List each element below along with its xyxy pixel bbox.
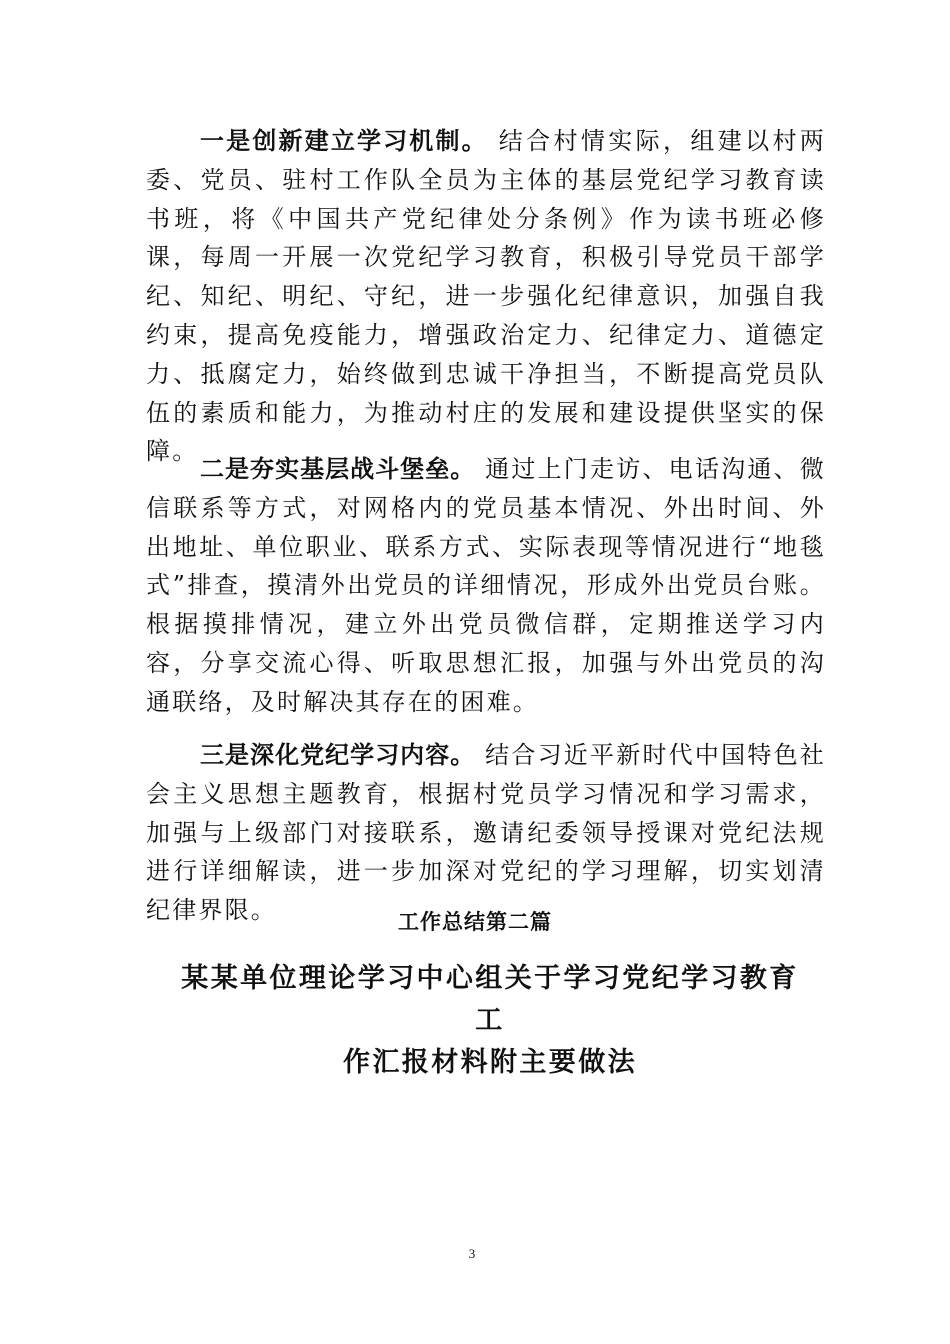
paragraph-1-body: 结合村情实际，组建以村两委、党员、驻村工作队全员为主体的基层党纪学习教育读书班，将《中国共产党纪律处分条例》作为读书班必修课，每周一开展一次党纪学习教育，积极引导党员干部学纪、知纪、明纪、守纪，进一步强化纪律意识，加强自我约束，提高免疫能力，增强政治定力、纪律定力、道德定力、抵腐定力，始终做到忠诚干净担当，不断提高党员队伍的素质和能力，为推动村庄的发展和建设提供坚实的保障。 (146, 127, 827, 466)
document-title-line-2: 作汇报材料附主要做法 (343, 1047, 637, 1078)
section-title: 工作总结第二篇 (398, 910, 552, 934)
paragraph-2 (146, 450, 826, 722)
paragraph-3 (146, 736, 826, 930)
paragraph-1 (146, 122, 826, 471)
paragraph-1-lead: 一是创新建立学习机制。 (200, 127, 488, 155)
paragraph-2-body: 通过上门走访、电话沟通、微信联系等方式，对网格内的党员基本情况、外出时间、外出地址、单位职业、联系方式、实际表现等情况进行“地毯式”排查，摸清外出党员的详细情况，形成外出党员台账。根据摸排情况，建立外出党员微信群，定期推送学习内容，分享交流心得、听取思想汇报，加强与外出党员的沟通联络，及时解决其存在的困难。 (146, 455, 826, 716)
document-title (175, 958, 805, 1084)
paragraph-3-body: 结合习近平新时代中国特色社会主义思想主题教育，根据村党员学习情况和学习需求，加强与上级部门对接联系，邀请纪委领导授课对党纪法规进行详细解读，进一步加深对党纪的学习理解，切实划清纪律界限。 (146, 741, 826, 925)
paragraph-2-lead: 二是夯实基层战斗堡垒。 (200, 455, 476, 483)
paragraph-3-lead: 三是深化党纪学习内容。 (200, 741, 476, 769)
document-title-line-1: 某某单位理论学习中心组关于学习党纪学习教育工 (181, 963, 799, 1036)
page-number: 3 (468, 1246, 476, 1261)
